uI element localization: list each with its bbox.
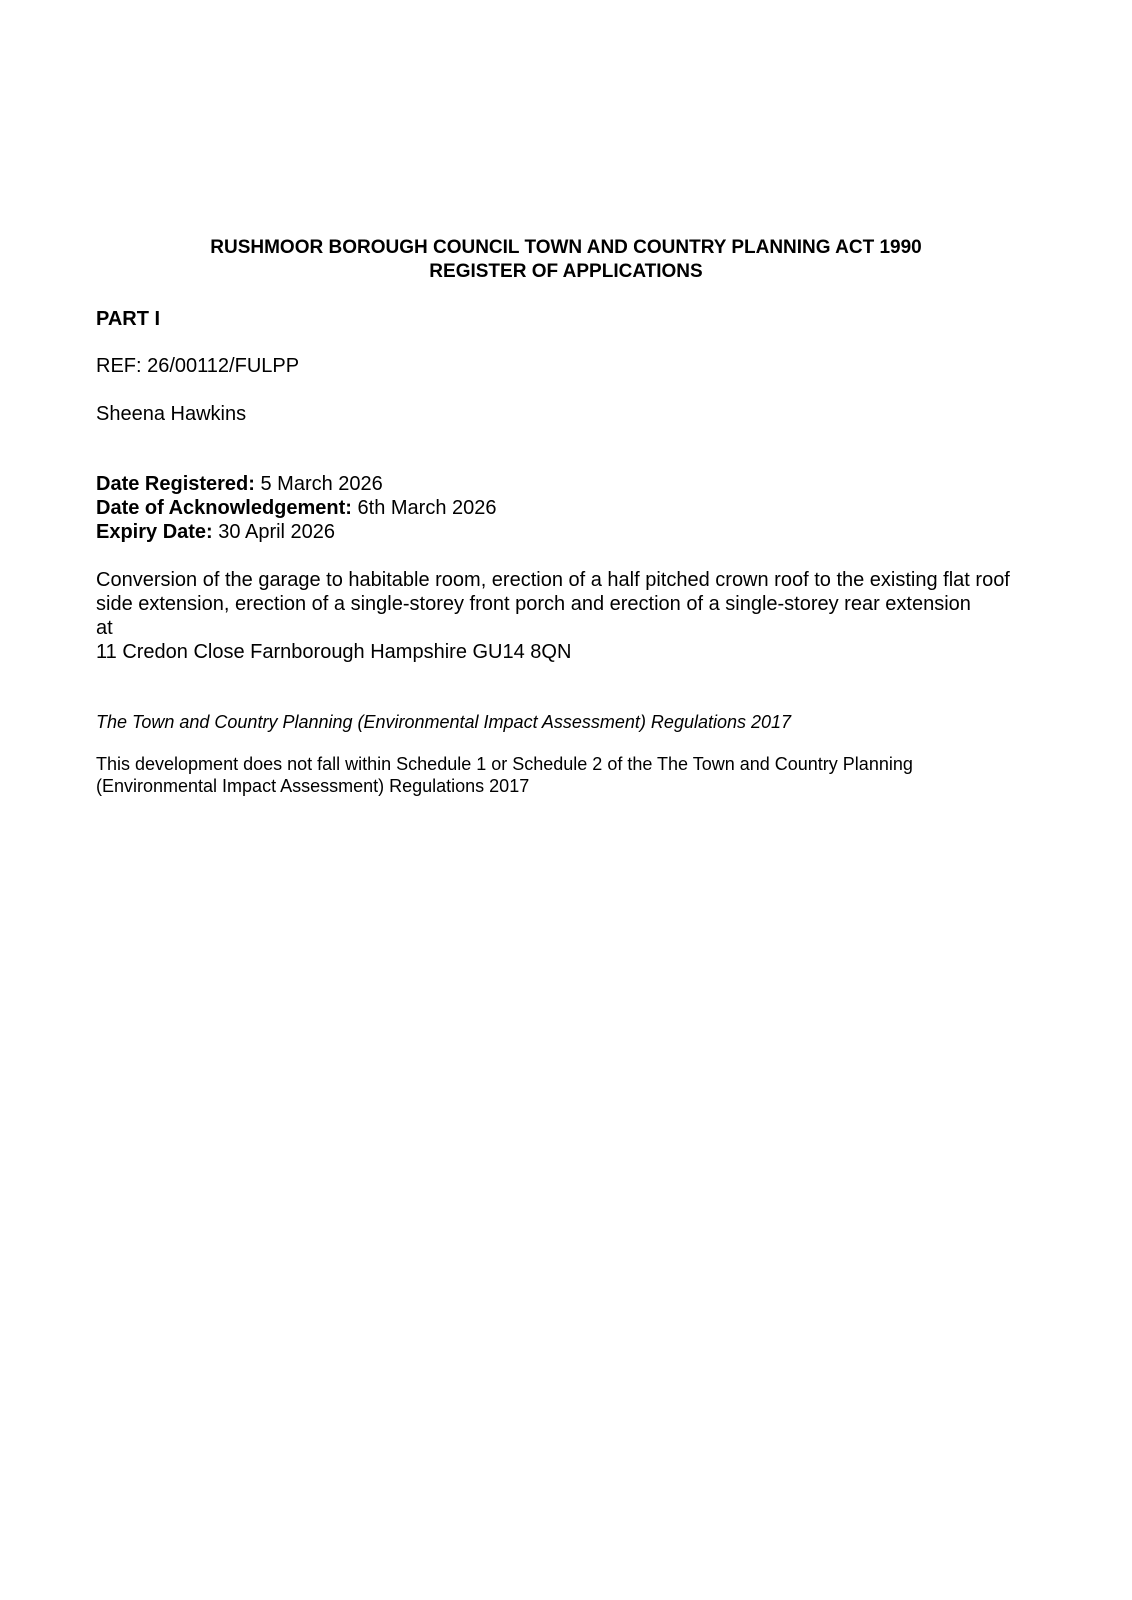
site-address: 11 Credon Close Farnborough Hampshire GU14 8QN xyxy=(96,641,572,663)
date-acknowledgement-label: Date of Acknowledgement: xyxy=(96,497,352,519)
document-header xyxy=(96,236,1036,284)
proposal-at: at xyxy=(96,617,113,639)
dates-block xyxy=(96,472,1036,544)
date-acknowledgement-row xyxy=(96,496,1036,520)
date-registered-value: 5 March 2026 xyxy=(254,473,383,495)
application-reference: REF: 26/00112/FULPP xyxy=(96,355,300,377)
regulations-statement: This development does not fall within Schedule 1 or Schedule 2 of the The Town and Country Planning (Environmental Impact Assessment) Regulations 2017 xyxy=(96,754,913,796)
expiry-date-value: 30 April 2026 xyxy=(212,521,336,543)
header-line-1: RUSHMOOR BOROUGH COUNCIL TOWN AND COUNTRY PLANNING ACT 1990 xyxy=(210,237,922,258)
proposal-description: Conversion of the garage to habitable room, erection of a half pitched crown roof to the existing flat roof side extension, erection of a single-storey front porch and erection of a single-storey rear extension xyxy=(96,569,1010,615)
expiry-date-row xyxy=(96,520,1036,544)
proposal-block xyxy=(96,568,1036,664)
applicant-name: Sheena Hawkins xyxy=(96,403,247,425)
date-acknowledgement-value: 6th March 2026 xyxy=(351,497,497,519)
document-page xyxy=(96,236,1036,797)
header-line-2: REGISTER OF APPLICATIONS xyxy=(429,261,703,282)
date-registered-row xyxy=(96,472,1036,496)
date-registered-label: Date Registered: xyxy=(96,473,255,495)
regulations-title: The Town and Country Planning (Environmental Impact Assessment) Regulations 2017 xyxy=(96,712,792,732)
part-heading: PART I xyxy=(96,308,161,330)
expiry-date-label: Expiry Date: xyxy=(96,521,213,543)
